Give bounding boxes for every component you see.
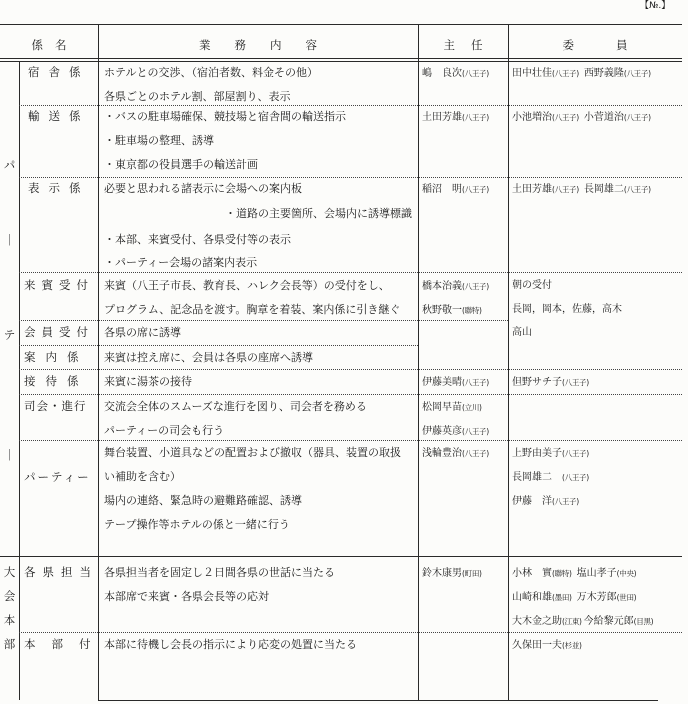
person-org: (八王子) xyxy=(623,69,651,78)
member-line xyxy=(512,585,636,609)
column-divider xyxy=(98,24,99,700)
member-note: 朝の受付 xyxy=(512,280,552,291)
person-name: 伊藤 洋 xyxy=(512,496,552,507)
person-name: 鈴木康男 xyxy=(422,568,462,579)
person-name: 伊藤美晴 xyxy=(422,377,462,388)
chief-person xyxy=(422,441,489,465)
duty-line: 来賓は控え席に、会員は各県の座席へ誘導 xyxy=(104,351,313,364)
duty-line: テープ操作等ホテルの係と一緒に行う xyxy=(104,518,290,531)
person-org: (八王子) xyxy=(552,497,579,506)
person-name: 小林 實 xyxy=(512,568,552,579)
person-org: (八王子) xyxy=(623,185,651,194)
duty-line: ホテルとの交渉、（宿泊者数、料金その他） xyxy=(104,66,318,79)
person-org: (八王子) xyxy=(562,473,589,482)
role-signage: 表示係 xyxy=(28,181,90,195)
role-mc: 司会・進行 xyxy=(24,399,87,413)
person-org: (八王子) xyxy=(462,69,489,78)
header-role: 係名 xyxy=(31,38,79,52)
header-border xyxy=(0,58,682,59)
duty-line: 来賓（八王子市長、教育長、ハレク会長等）の受付をし、 xyxy=(104,279,390,292)
member-line xyxy=(512,61,651,85)
person-name: 稲沼 明 xyxy=(422,184,462,195)
person-name: 小菅道治 xyxy=(583,112,624,123)
duty-line: い補助を含む） xyxy=(104,470,181,483)
person-name: 嶋 良次 xyxy=(422,68,462,79)
person-name: 今給黎元郎 xyxy=(583,616,634,627)
group-label-party-char: ｜ xyxy=(3,233,16,247)
duty-line: 場内の連絡、緊急時の避難路確認、誘導 xyxy=(104,494,302,507)
member-line xyxy=(512,441,589,465)
person-org: (八王子) xyxy=(562,449,589,458)
duty-line: 本部に待機し会長の指示により応変の処置に当たる xyxy=(104,638,357,651)
chief-person xyxy=(422,61,489,85)
duty-line: 舞台装置、小道具などの配置および撤収（器具、装置の取扱 xyxy=(104,446,401,459)
chief-person xyxy=(422,105,489,129)
role-guest-reception: 来賓受付 xyxy=(24,278,94,292)
duty-line: ・本部、来賓受付、各県受付等の表示 xyxy=(104,233,291,246)
duty-line: ・バスの駐車場確保、競技場と宿舎間の輸送指示 xyxy=(104,110,346,123)
person-org: (八王子) xyxy=(462,378,489,387)
table-bottom-border xyxy=(98,700,658,701)
person-org: (八王子) xyxy=(623,113,651,122)
person-org: (八王子) xyxy=(462,113,489,122)
role-guide: 案内係 xyxy=(24,350,89,364)
group-label-party-char: パ xyxy=(3,158,16,172)
group-divider xyxy=(0,556,682,557)
person-name: 山崎和雄 xyxy=(512,592,552,603)
person-name: 土田芳雄 xyxy=(422,112,462,123)
person-org: (聯特) xyxy=(462,306,482,315)
person-name: 松岡早苗 xyxy=(422,402,462,413)
person-name: 但野サチ子 xyxy=(512,377,562,388)
person-org: (八王子) xyxy=(462,449,489,458)
person-name: 西野義隆 xyxy=(583,68,624,79)
role-hq-attached: 本部付 xyxy=(24,637,107,651)
header-duties: 業務内容 xyxy=(199,38,341,52)
column-divider xyxy=(508,24,509,700)
person-org: (八王子) xyxy=(562,378,589,387)
group-label-hq-char: 会 xyxy=(3,589,16,603)
member-line xyxy=(512,609,653,633)
role-transport: 輸送係 xyxy=(28,109,90,123)
duty-line: ・駐車場の整理、誘導 xyxy=(104,134,214,147)
member-line xyxy=(512,370,589,394)
table-top-border xyxy=(0,24,682,25)
duty-line: 各県の席に誘導 xyxy=(104,326,181,339)
duty-line: 各県担当者を固定し２日間各県の世話に当たる xyxy=(104,566,335,579)
member-note: 長岡，岡本，佐藤，高木 xyxy=(512,304,622,315)
person-name: 田中壮佳 xyxy=(512,68,552,79)
group-label-hq-char: 大 xyxy=(3,565,16,579)
person-org: (江東) xyxy=(562,617,582,626)
member-line xyxy=(512,489,579,513)
person-org: (八王子) xyxy=(462,185,489,194)
group-label-party-char: ｜ xyxy=(3,448,16,462)
group-label-party-char: テ xyxy=(3,328,16,342)
role-lodging: 宿舎係 xyxy=(28,65,90,79)
group-label-hq-char: 部 xyxy=(3,637,16,651)
column-divider xyxy=(19,61,20,700)
member-line xyxy=(512,105,651,129)
person-name: 秋野敬一 xyxy=(422,305,462,316)
person-name: 浅輪豊治 xyxy=(422,448,462,459)
chief-person xyxy=(422,561,482,585)
role-hospitality: 接待係 xyxy=(24,374,89,388)
person-org: (八王子) xyxy=(462,427,489,436)
duty-line: プログラム、記念品を渡す。胸章を着装、案内係に引き継ぐ xyxy=(104,303,401,316)
person-name: 大木金之助 xyxy=(512,616,562,627)
header-members: 委員 xyxy=(562,38,670,52)
person-org: (八王子) xyxy=(552,69,579,78)
chief-person xyxy=(422,419,489,443)
chief-person xyxy=(422,370,489,394)
column-divider xyxy=(418,24,419,700)
header-chief: 主任 xyxy=(443,38,499,52)
member-line xyxy=(512,561,636,585)
person-name: 長岡雄二 xyxy=(583,184,624,195)
person-name: 上野由美子 xyxy=(512,448,562,459)
person-org: (八王子) xyxy=(552,113,579,122)
person-org: (目黒) xyxy=(633,617,654,626)
chief-person xyxy=(422,177,489,201)
person-org: (中央) xyxy=(616,569,637,578)
duty-line: 交流会全体のスムーズな進行を図り、司会者を務める xyxy=(104,400,367,413)
chief-person xyxy=(422,298,482,322)
duty-line: ・道路の主要箇所、会場内に誘導標識 xyxy=(225,207,412,220)
member-line xyxy=(512,465,589,489)
member-line xyxy=(512,177,651,201)
duty-line: ・パーティー会場の諸案内表示 xyxy=(104,256,258,269)
person-org: (墨田) xyxy=(552,593,572,602)
chief-person xyxy=(422,274,489,298)
role-prefecture-liaison: 各県担当 xyxy=(24,565,98,579)
person-org: (八王子) xyxy=(552,185,579,194)
duty-line: ・東京都の役員選手の輸送計画 xyxy=(104,158,258,171)
member-note: 高山 xyxy=(512,327,532,338)
person-name: 久保田一夫 xyxy=(512,640,562,651)
chief-person xyxy=(422,395,482,419)
person-org: (世田) xyxy=(616,593,637,602)
person-name: 小池増治 xyxy=(512,112,552,123)
group-label-hq-char: 本 xyxy=(3,613,16,627)
role-member-reception: 会員受付 xyxy=(24,325,94,339)
person-org: (聯特) xyxy=(552,569,572,578)
duty-line: 本部席で来賓・各県会長等の応対 xyxy=(104,590,269,603)
person-name: 土田芳雄 xyxy=(512,184,552,195)
person-org: (立川) xyxy=(462,403,482,412)
person-org: (八王子) xyxy=(462,282,489,291)
person-name: 橋本治義 xyxy=(422,281,462,292)
duty-line: 各県ごとのホテル割、部屋割り、表示 xyxy=(104,90,291,103)
duty-line: 必要と思われる諸表示に会場への案内板 xyxy=(104,182,302,195)
person-name: 塩山孝子 xyxy=(576,568,617,579)
role-party: パーティー xyxy=(24,470,91,484)
duty-line: 来賓に湯茶の接待 xyxy=(104,375,192,388)
person-name: 長岡雄二 xyxy=(512,472,562,483)
page-number-mark: 【№.】 xyxy=(640,1,671,11)
person-org: (町田) xyxy=(462,569,482,578)
person-name: 万木芳郎 xyxy=(576,592,617,603)
member-line xyxy=(512,633,582,657)
person-name: 伊藤英彦 xyxy=(422,426,462,437)
person-org: (杉並) xyxy=(562,641,582,650)
duty-line: パーティーの司会も行う xyxy=(104,424,225,437)
